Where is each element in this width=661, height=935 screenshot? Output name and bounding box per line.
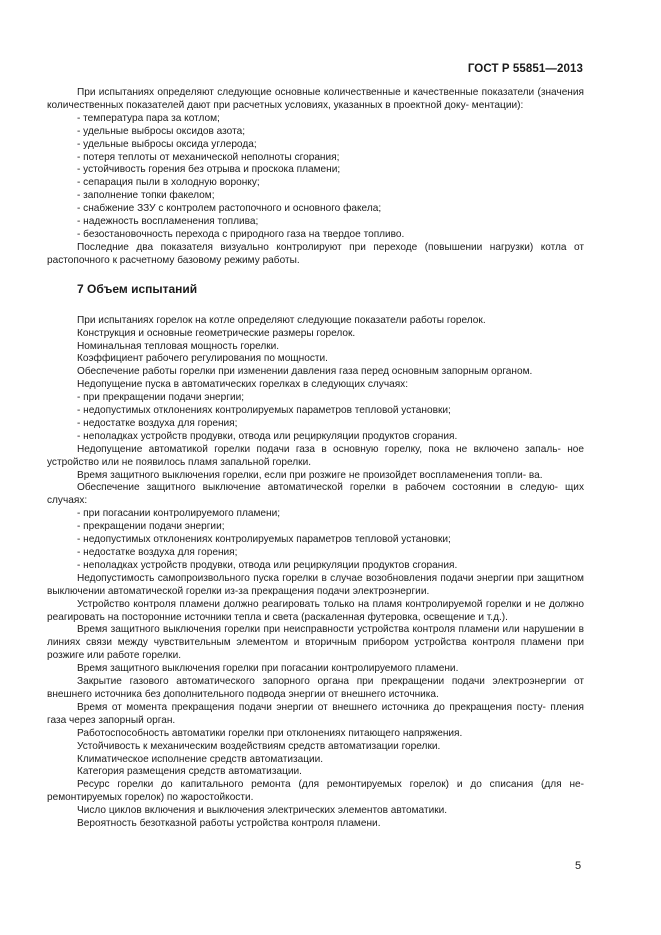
paragraph: Число циклов включения и выключения электрических элементов автоматики.	[77, 805, 448, 817]
paragraph: Закрытие газового автоматического запорного органа при прекращении подачи электроэнергии от внешнего источника без дополнительного подвода энергии от внешнего источника.	[47, 676, 584, 700]
list-item: - при прекращении подачи энергии;	[77, 392, 245, 404]
list-item: - при погасании контролируемого пламени;	[77, 508, 281, 520]
list-item: - безостановочность перехода с природного газа на твердое топливо.	[77, 228, 405, 240]
paragraph: Обеспечение работы горелки при изменении давления газа перед основным запорным органом.	[77, 366, 533, 378]
list-item: - недопустимых отклонениях контролируемых параметров тепловой установки;	[77, 405, 451, 417]
document-header: ГОСТ Р 55851—2013	[467, 63, 583, 75]
paragraph: Работоспособность автоматики горелки при отклонениях питающего напряжения.	[77, 727, 463, 739]
list-item: - устойчивость горения без отрыва и проскока пламени;	[77, 164, 341, 176]
paragraph: Вероятность безотказной работы устройства контроля пламени.	[77, 818, 381, 830]
paragraph: Категория размещения средств автоматизации.	[77, 766, 302, 778]
paragraph: При испытаниях горелок на котле определяют следующие показатели работы горелок.	[77, 314, 486, 326]
paragraph: Недопущение автоматикой горелки подачи газа в основную горелку, пока не включено запаль- ное устройство или не появилось пламя запальной горелки.	[47, 443, 584, 468]
list-item: - температура пара за котлом;	[77, 112, 220, 124]
paragraph: Время защитного выключения горелки при неисправности устройства контроля пламени или нарушении в линиях связи между чувствительным элементом и вторичным прибором устройства контроля пламени при розжиге или работе горелки.	[47, 624, 584, 662]
list-item: - надежность воспламенения топлива;	[77, 216, 259, 228]
list-item: - недостатке воздуха для горения;	[77, 547, 238, 558]
paragraph: Время защитного выключения горелки, если при розжиге не произойдет воспламенения топли- ва.	[77, 469, 543, 481]
list-item: - сепарация пыли в холодную воронку;	[77, 177, 260, 189]
paragraph: Время защитного выключения горелки при погасании контролируемого пламени.	[77, 663, 459, 675]
list-item: - заполнение топки факелом;	[77, 190, 215, 202]
list-item: - недостатке воздуха для горения;	[77, 417, 238, 429]
list-item: - удельные выбросы оксидов азота;	[77, 125, 246, 137]
list-item: - снабжение ЗЗУ с контролем растопочного и основного факела;	[77, 203, 382, 215]
document-body	[47, 87, 584, 831]
paragraph: Климатическое исполнение средств автоматизации.	[77, 753, 324, 765]
paragraph: Недопустимость самопроизвольного пуска горелки в случае возобновления подачи энергии при защитном выключении автоматической горелки из-за прекращения подачи электроэнергии.	[47, 572, 584, 597]
section-heading: 7 Объем испытаний	[77, 281, 198, 296]
page-number: 5	[575, 860, 582, 872]
paragraph: Устойчивость к механическим воздействиям средств автоматизации горелки.	[77, 740, 441, 752]
paragraph: Коэффициент рабочего регулирования по мощности.	[77, 353, 328, 365]
paragraph: Время от момента прекращения подачи энергии от внешнего источника до прекращения посту- пления газа через запорный орган.	[47, 701, 584, 726]
list-item: - потеря теплоты от механической неполноты сгорания;	[77, 151, 340, 163]
paragraph: Номинальная тепловая мощность горелки.	[77, 340, 280, 352]
intro-paragraph: При испытаниях определяют следующие основные количественные и качественные показатели (значения количественных показателей дают при расчетных условиях, указанных в проектной доку- ментации):	[47, 87, 584, 111]
paragraph: Последние два показателя визуально контролируют при переходе (повышении нагрузки) котла от растопочного к расчетному базовому режиму работы.	[47, 241, 584, 266]
list-item: - удельные выбросы оксида углерода;	[77, 138, 257, 150]
paragraph: Недопущение пуска в автоматических горелках в следующих случаях:	[77, 379, 409, 391]
list-item: - недопустимых отклонениях контролируемых параметров тепловой установки;	[77, 534, 451, 546]
paragraph: Устройство контроля пламени должно реагировать только на пламя контролируемой горелки и не должно реагировать на посторонние источники тепла и света (раскаленная футеровка, освещение и т.д.).	[47, 598, 584, 623]
list-item: - прекращении подачи энергии;	[77, 521, 225, 533]
paragraph: Обеспечение защитного выключение автоматической горелки в рабочем состоянии в следую- щих случаях:	[47, 482, 584, 507]
paragraph: Ресурс горелки до капитального ремонта (для ремонтируемых горелок) и до списания (для не- ремонтируемых горелок) по жаростойкости.	[47, 779, 584, 804]
list-item: - неполадках устройств продувки, отвода или рециркуляции продуктов сгорания.	[77, 430, 458, 442]
list-item: - неполадках устройств продувки, отвода или рециркуляции продуктов сгорания.	[77, 559, 458, 571]
paragraph: Конструкция и основные геометрические размеры горелок.	[77, 327, 356, 339]
